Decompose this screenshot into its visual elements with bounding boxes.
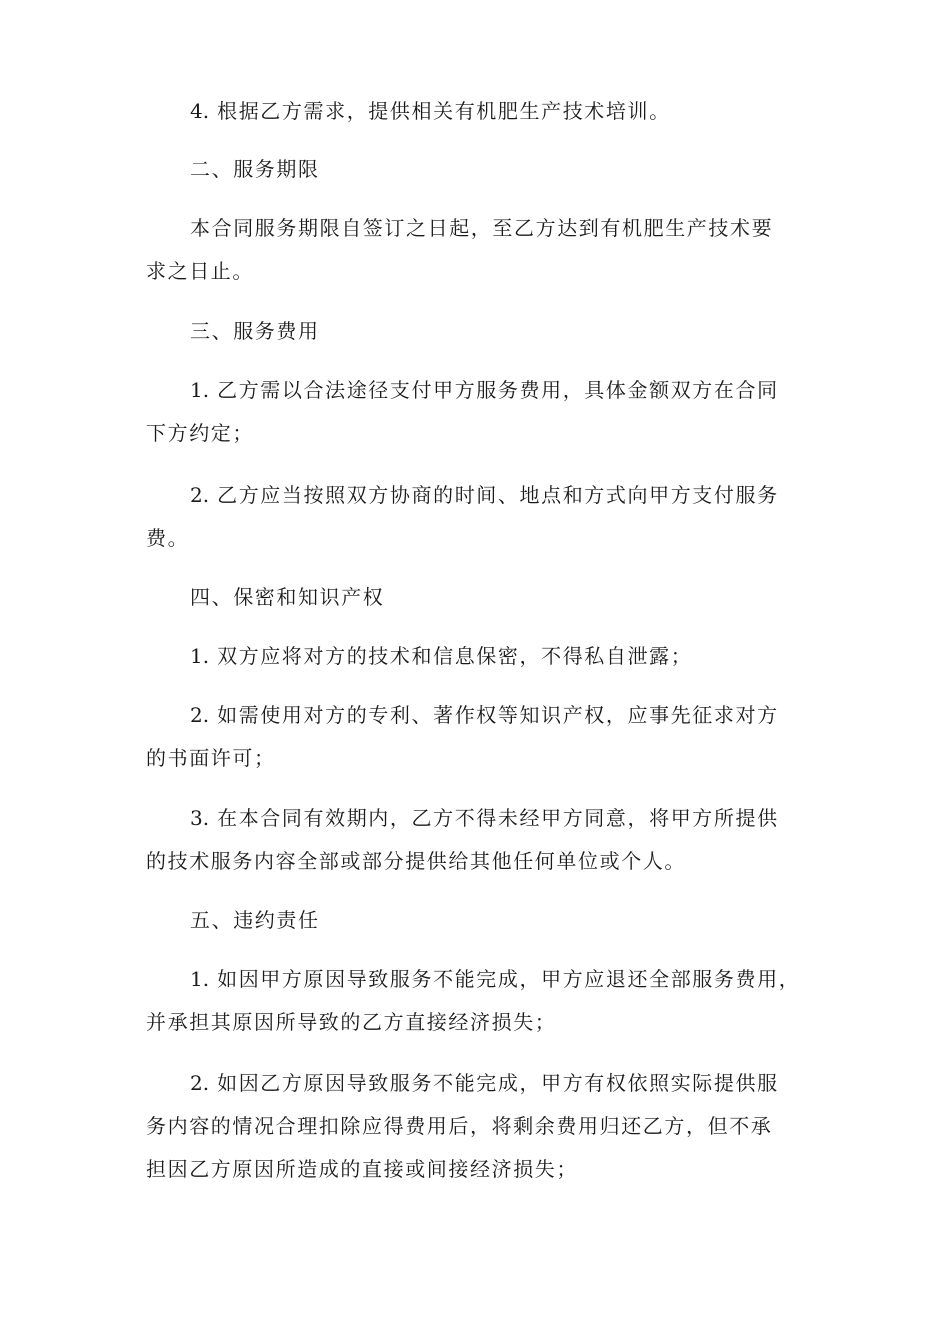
item-text: 如需使用对方的专利、著作权等知识产权，应事先征求对方 [217, 703, 779, 727]
section-heading-liability: 五、违约责任 [190, 908, 320, 932]
clause-item-fee-1: 1. 乙方需以合法途径支付甲方服务费用，具体金额双方在合同 下方约定； [146, 378, 779, 445]
section-heading-confidentiality: 四、保密和知识产权 [190, 585, 385, 609]
item-number: 2. [190, 1071, 210, 1095]
item-number: 2. [190, 483, 210, 507]
item-number: 1. [190, 967, 210, 991]
clause-item-4-training [146, 90, 811, 133]
section-heading-service-fee: 三、服务费用 [190, 319, 320, 343]
item-text: 乙方需以合法途径支付甲方服务费用，具体金额双方在合同 [217, 378, 779, 402]
item-text: 双方应将对方的技术和信息保密，不得私自泄露； [217, 644, 693, 668]
item-number: 2. [190, 703, 210, 727]
clause-item-liability-1: 1. 如因甲方原因导致服务不能完成，甲方应退还全部服务费用， 并承担其原因所导致的乙方直接经济损失； [146, 967, 801, 1034]
clause-item-liability-2: 2. 如因乙方原因导致服务不能完成，甲方有权依照实际提供服 务内容的情况合理扣除应得费用后，将剩余费用归还乙方，但不承 担因乙方原因所造成的直接或间接经济损失； [146, 1071, 779, 1181]
clause-item-confidentiality-1 [146, 635, 811, 678]
item-text: 根据乙方需求，提供相关有机肥生产技术培训。 [217, 99, 671, 123]
item-number: 3. [190, 806, 210, 830]
clause-item-confidentiality-2: 2. 如需使用对方的专利、著作权等知识产权，应事先征求对方 的书面许可； [146, 703, 779, 770]
service-term-paragraph: 本合同服务期限自签订之日起，至乙方达到有机肥生产技术要 求之日止。 [146, 216, 774, 283]
item-number: 4. [190, 99, 210, 123]
item-text: 如因乙方原因导致服务不能完成，甲方有权依照实际提供服 [217, 1071, 779, 1095]
item-text: 如因甲方原因导致服务不能完成，甲方应退还全部服务费用， [217, 967, 801, 991]
item-text: 乙方应当按照双方协商的时间、地点和方式向甲方支付服务 [217, 483, 779, 507]
item-number: 1. [190, 644, 210, 668]
item-text: 在本合同有效期内，乙方不得未经甲方同意，将甲方所提供 [217, 806, 779, 830]
clause-item-fee-2: 2. 乙方应当按照双方协商的时间、地点和方式向甲方支付服务 费。 [146, 483, 779, 550]
clause-item-confidentiality-3: 3. 在本合同有效期内，乙方不得未经甲方同意，将甲方所提供 的技术服务内容全部或部分提供给其他任何单位或个人。 [146, 806, 779, 873]
section-heading-service-term: 二、服务期限 [190, 157, 320, 181]
item-number: 1. [190, 378, 210, 402]
